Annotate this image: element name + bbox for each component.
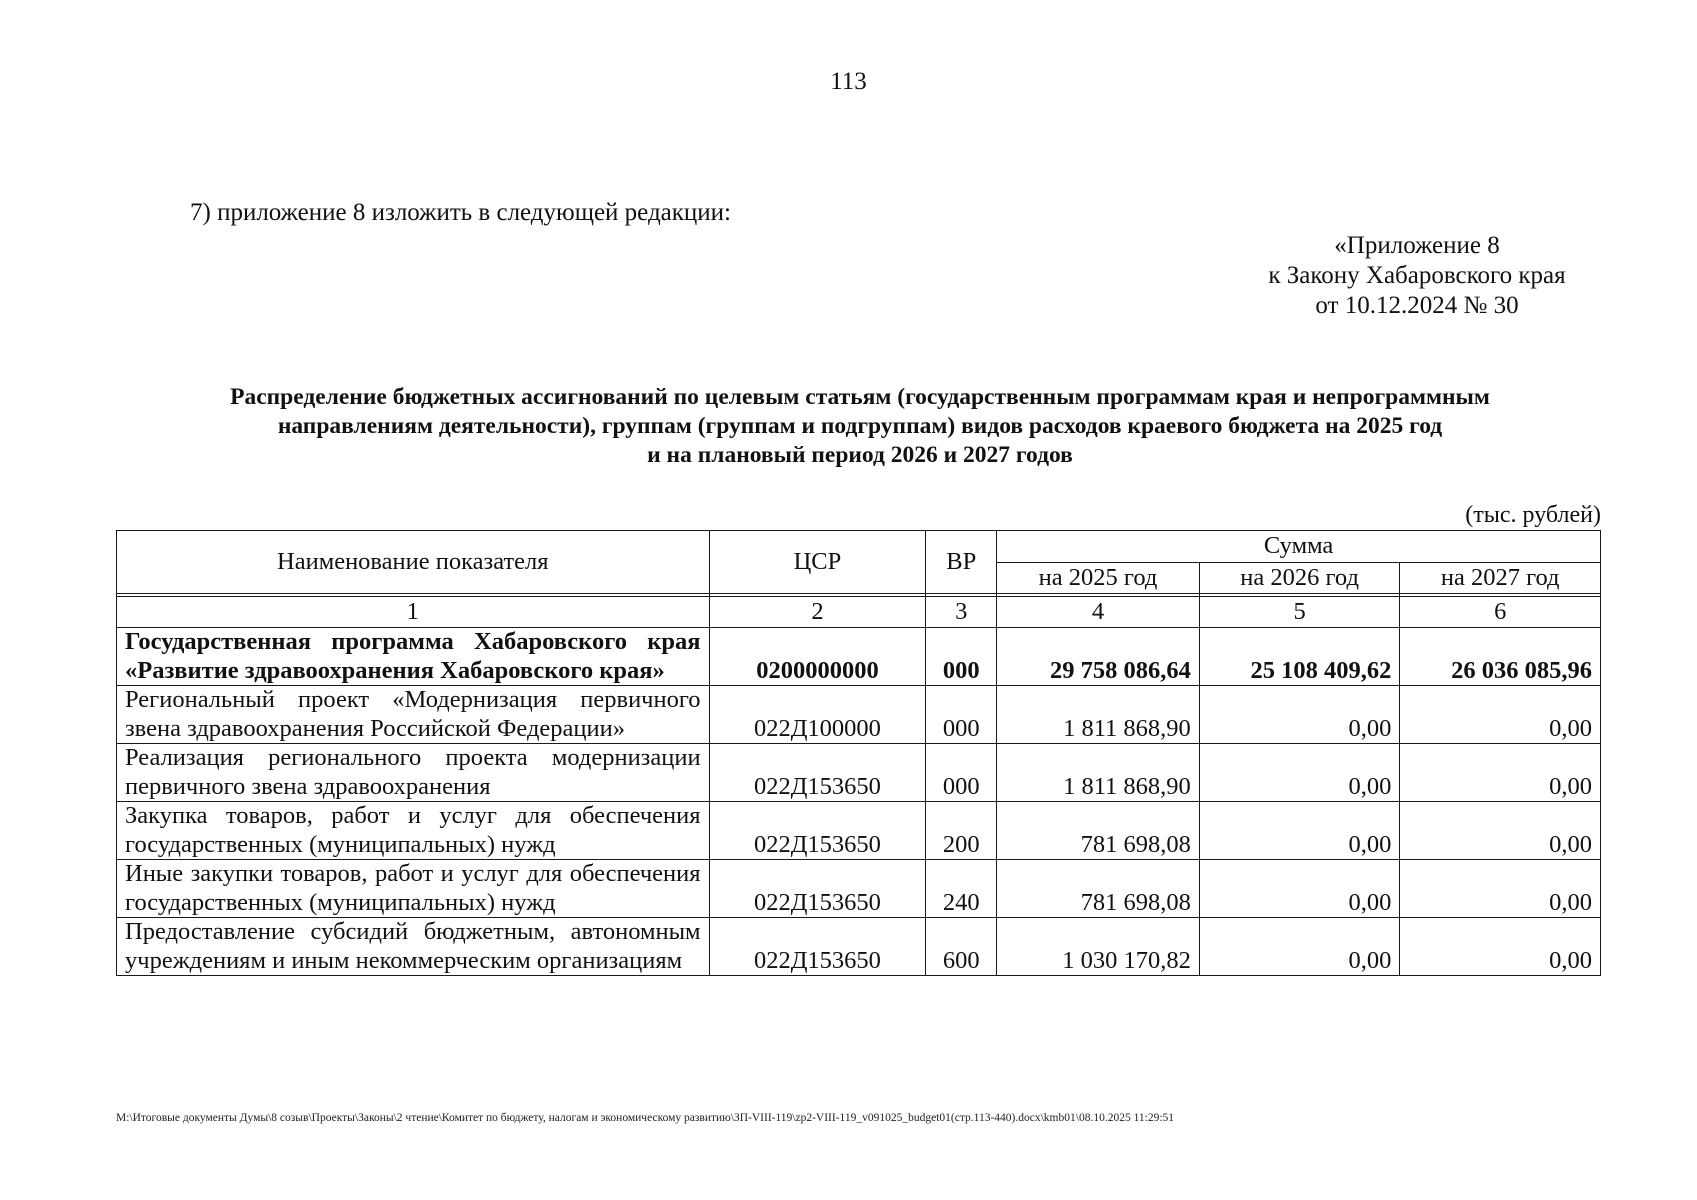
document-title: [120, 383, 1600, 470]
table-header: [117, 531, 1601, 628]
column-number: 3: [926, 597, 997, 628]
row-2026-cell: 0,00: [1199, 802, 1400, 860]
units-label: (тыс. рублей): [1465, 502, 1601, 528]
row-vr-cell: 000: [926, 686, 997, 744]
row-vr-cell: 200: [926, 802, 997, 860]
row-2027-cell: 0,00: [1400, 686, 1601, 744]
header-2027: на 2027 год: [1400, 563, 1601, 594]
column-number: 2: [709, 597, 926, 628]
row-vr-cell: 600: [926, 918, 997, 976]
row-csr-cell: 022Д153650: [709, 918, 926, 976]
table-row: [117, 628, 1601, 686]
title-line-1: Распределение бюджетных ассигнований по целевым статьям (государственным программам края и непрограммным: [230, 384, 1490, 410]
column-number: 6: [1400, 597, 1601, 628]
row-2025-cell: 781 698,08: [997, 860, 1200, 918]
row-csr-cell: 022Д153650: [709, 860, 926, 918]
row-name-cell: Предоставление субсидий бюджетным, автономным учреждениям и иным некоммерческим организациям: [117, 918, 710, 976]
table-row: [117, 918, 1601, 976]
row-2026-cell: 0,00: [1199, 860, 1400, 918]
header-2026: на 2026 год: [1199, 563, 1400, 594]
row-csr-cell: 0200000000: [709, 628, 926, 686]
row-2025-cell: 1 811 868,90: [997, 686, 1200, 744]
budget-table: [116, 530, 1601, 976]
header-vr: ВР: [926, 531, 997, 594]
header-2025: на 2025 год: [997, 563, 1200, 594]
row-name-cell: Региональный проект «Модернизация первичного звена здравоохранения Российской Федерации»: [117, 686, 710, 744]
table-body: [117, 628, 1601, 976]
table-row: [117, 744, 1601, 802]
row-csr-cell: 022Д153650: [709, 744, 926, 802]
row-2027-cell: 0,00: [1400, 918, 1601, 976]
row-2027-cell: 0,00: [1400, 744, 1601, 802]
column-number: 1: [117, 597, 710, 628]
table-row: [117, 686, 1601, 744]
row-2027-cell: 0,00: [1400, 860, 1601, 918]
row-csr-cell: 022Д153650: [709, 802, 926, 860]
row-2025-cell: 781 698,08: [997, 802, 1200, 860]
appendix-reference: [1237, 231, 1597, 321]
row-2025-cell: 29 758 086,64: [997, 628, 1200, 686]
page-number: 113: [830, 68, 867, 95]
table-row: [117, 802, 1601, 860]
row-2026-cell: 0,00: [1199, 686, 1400, 744]
title-line-2: направлениям деятельности), группам (группам и подгруппам) видов расходов краевого бюджета на 2025 год: [277, 413, 1443, 439]
row-name-cell: Закупка товаров, работ и услуг для обеспечения государственных (муниципальных) нужд: [117, 802, 710, 860]
appendix-line-2: к Закону Хабаровского края: [1268, 262, 1566, 289]
column-number-row: [117, 597, 1601, 628]
row-2025-cell: 1 811 868,90: [997, 744, 1200, 802]
header-sum: Сумма: [997, 531, 1601, 563]
column-number: 5: [1199, 597, 1400, 628]
row-vr-cell: 000: [926, 628, 997, 686]
row-2026-cell: 0,00: [1199, 744, 1400, 802]
appendix-line-3: от 10.12.2024 № 30: [1315, 292, 1519, 319]
row-2027-cell: 26 036 085,96: [1400, 628, 1601, 686]
row-csr-cell: 022Д100000: [709, 686, 926, 744]
row-vr-cell: 000: [926, 744, 997, 802]
row-name-cell: Государственная программа Хабаровского края «Развитие здравоохранения Хабаровского края»: [117, 628, 710, 686]
row-vr-cell: 240: [926, 860, 997, 918]
row-2027-cell: 0,00: [1400, 802, 1601, 860]
row-2026-cell: 25 108 409,62: [1199, 628, 1400, 686]
footer-file-path: М:\Итоговые документы Думы\8 созыв\Проекты\Законы\2 чтение\Комитет по бюджету, налогам и экономическому развитию\ЗП-VIII-119\zp2-VIII-119_v091025_budget01(стр.113-440).docx\kmb01\08.10.2025 11:29:51: [116, 1112, 1175, 1124]
table-row: [117, 860, 1601, 918]
appendix-line-1: «Приложение 8: [1334, 232, 1500, 259]
column-number: 4: [997, 597, 1200, 628]
header-name: Наименование показателя: [117, 531, 710, 594]
row-2026-cell: 0,00: [1199, 918, 1400, 976]
row-2025-cell: 1 030 170,82: [997, 918, 1200, 976]
intro-text: 7) приложение 8 изложить в следующей редакции:: [190, 199, 731, 226]
header-csr: ЦСР: [709, 531, 926, 594]
title-line-3: и на плановый период 2026 и 2027 годов: [647, 442, 1073, 468]
row-name-cell: Реализация регионального проекта модернизации первичного звена здравоохранения: [117, 744, 710, 802]
row-name-cell: Иные закупки товаров, работ и услуг для обеспечения государственных (муниципальных) нужд: [117, 860, 710, 918]
